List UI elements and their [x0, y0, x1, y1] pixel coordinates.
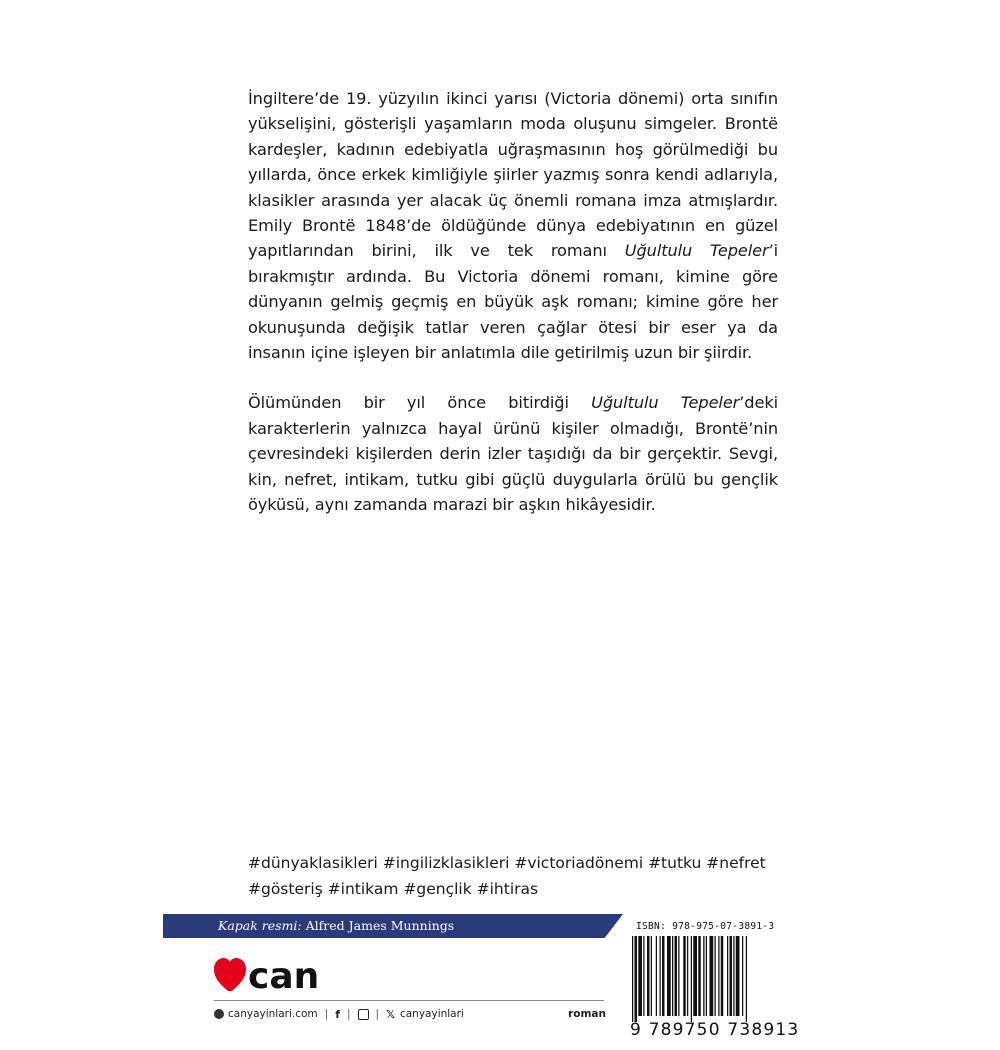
barcode-bar	[715, 936, 716, 1016]
barcode-bar	[672, 936, 673, 1016]
blurb-paragraph-1	[248, 86, 778, 365]
footer-divider	[214, 1000, 604, 1001]
genre-label: roman	[568, 1008, 606, 1020]
barcode-bar	[651, 936, 652, 1016]
barcode-bar	[678, 936, 679, 1016]
barcode-bar	[635, 936, 638, 1022]
barcode-bar	[706, 936, 707, 1016]
barcode-digits: 9 789750 738913	[630, 1020, 800, 1040]
hashtags: #dünyaklasikleri #ingilizklasikleri #victoriadönemi #tutku #nefret #gösteriş #intikam #gençlik #ihtiras	[248, 854, 766, 898]
barcode-bar	[718, 936, 719, 1016]
barcode-bar	[742, 936, 743, 1016]
credit-label: Kapak resmi:	[218, 918, 302, 933]
barcode-bar	[693, 936, 697, 1016]
barcode-bar	[730, 936, 733, 1016]
isbn-barcode	[628, 936, 788, 1026]
logo-text: can	[248, 956, 320, 995]
separator: |	[324, 1008, 329, 1020]
x-icon[interactable]: 𝕏	[386, 1007, 395, 1021]
can-logo	[214, 955, 334, 995]
barcode-bar	[643, 936, 644, 1016]
facebook-icon[interactable]: f	[335, 1007, 340, 1021]
separator: |	[375, 1008, 380, 1020]
social-handle[interactable]: canyayinlari	[399, 1008, 464, 1020]
back-cover-blurb	[248, 86, 778, 543]
barcode-bar	[721, 936, 724, 1016]
barcode-bar	[683, 936, 686, 1016]
globe-icon	[214, 1009, 224, 1019]
book-title: Uğultulu Tepeler	[591, 393, 740, 413]
blurb-text: İngiltere’de 19. yüzyılın ikinci yarısı (Victoria dönemi) orta sınıfın yükselişini, gösterişli yaşamların moda oluşunu simgeler. Brontë kardeşler, kadının edebiyatla uğraşmasının hoş görülmediği bu yıllarda, önce erkek kimliğiyle şiirler yazmış sonra kendi adlarıyla, klasikler arasında yer alacak üç önemli romana imza atmışlardır. Emily Brontë 1848’de öldüğünde dünya edebiyatının en güzel yapıtlarından birini, ilk ve tek romanı	[248, 89, 778, 261]
barcode-bar	[727, 936, 728, 1016]
publisher-footer	[214, 1006, 606, 1022]
barcode-bar	[736, 936, 740, 1016]
barcode-bar	[662, 936, 665, 1016]
barcode-bar	[660, 936, 661, 1016]
separator: |	[347, 1008, 351, 1020]
blurb-text: ’i bırakmıştır ardında. Bu Victoria dönemi romanı, kimine göre dünyanın gelmiş geçmiş en büyük aşk romanı; kimine göre her okunuşunda değişik tatlar veren çağlar ötesi bir eser ya da insanın içine işleyen bir anlatımla dile getirilmiş uzun bir şiirdir.	[248, 241, 779, 363]
blurb-paragraph-2	[248, 390, 778, 517]
heart-icon	[214, 958, 246, 991]
barcode-bar	[667, 936, 671, 1016]
barcode-bar	[687, 936, 688, 1016]
instagram-icon[interactable]	[358, 1009, 369, 1020]
barcode-bar	[691, 936, 692, 1022]
barcode-bar	[632, 936, 633, 1022]
blurb-text: ’deki karakterlerin yalnızca hayal ürünü kişiler olmadığı, Brontë’nin çevresindeki kişilerden derin izler taşıdığı da bir gerçektir. Sevgi, kin, nefret, intikam, tutku gibi güçlü duygularla örülü bu gençlik öyküsü, aynı zamanda marazi bir aşkın hikâyesidir.	[248, 393, 779, 515]
website-link[interactable]: canyayinlari.com	[228, 1008, 318, 1020]
blurb-text: Ölümünden bir yıl önce bitirdiği	[248, 393, 592, 413]
barcode-bar	[710, 936, 714, 1016]
cover-credit	[218, 916, 454, 936]
isbn-label: ISBN: 978-975-07-3891-3	[636, 921, 775, 932]
barcode-bar	[746, 936, 747, 1022]
barcode-bar	[638, 936, 642, 1016]
credit-artist: Alfred James Munnings	[305, 918, 455, 933]
book-title: Uğultulu Tepeler	[624, 241, 769, 261]
barcode-bar	[675, 936, 678, 1016]
barcode-bar	[703, 936, 704, 1016]
barcode-bar	[647, 936, 650, 1016]
barcode-bar	[698, 936, 701, 1016]
barcode-bar	[656, 936, 657, 1016]
barcode-bar	[733, 936, 734, 1016]
